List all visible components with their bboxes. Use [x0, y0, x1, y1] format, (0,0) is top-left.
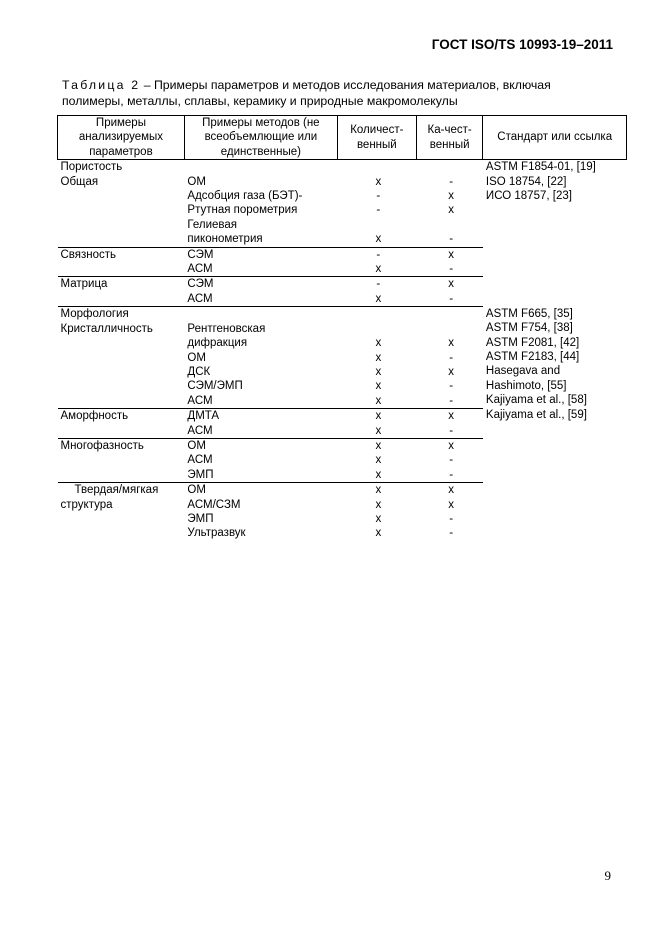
empty-cell — [184, 307, 337, 322]
qualitative-cell: - — [449, 351, 454, 364]
method-cell: ОМ — [184, 483, 337, 498]
qualitative-cell: x — [448, 498, 455, 511]
qualitative-cell: - — [449, 380, 454, 393]
empty-cell — [337, 307, 416, 322]
param-cell — [58, 336, 185, 350]
standard-reference: ASTM F754, [38] — [485, 322, 573, 335]
method-cell: пиконометрия — [187, 233, 263, 246]
qualitative-cell: x — [448, 337, 455, 350]
table-label: Таблица 2 — [62, 78, 141, 92]
quantitative-cell: x — [375, 468, 382, 481]
method-cell: АСМ — [187, 263, 213, 276]
param-cell — [58, 351, 185, 365]
quantitative-cell: - — [337, 277, 416, 292]
header-methods: Примеры методов (не всеобъемлющие или единственные) — [184, 116, 337, 160]
standards-cell — [483, 160, 627, 307]
param-cell — [58, 526, 185, 540]
qualitative-cell: x — [448, 365, 455, 378]
method-cell: Ультразвук — [187, 527, 246, 540]
quantitative-cell: x — [337, 483, 416, 498]
quantitative-cell: x — [375, 424, 382, 437]
param-cell — [58, 453, 185, 467]
param-cell — [58, 203, 185, 217]
quantitative-cell: x — [375, 512, 382, 525]
quantitative-cell: x — [375, 337, 382, 350]
qualitative-cell: - — [449, 263, 454, 276]
quantitative-cell: x — [375, 292, 382, 305]
quantitative-cell: x — [375, 498, 382, 511]
method-cell: ОМ — [187, 351, 206, 364]
method-cell: ОМ — [184, 438, 337, 453]
header-parameters: Примеры анализируемых параметров — [58, 116, 185, 160]
qualitative-cell: - — [449, 292, 454, 305]
method-cell: АСМ — [187, 292, 213, 305]
quantitative-cell: x — [375, 454, 382, 467]
qualitative-cell: - — [449, 394, 454, 407]
quantitative-cell: x — [375, 527, 382, 540]
empty-cell — [416, 307, 483, 322]
method-cell: ЭМП — [187, 512, 214, 525]
method-cell: АСМ — [187, 454, 213, 467]
qualitative-cell: - — [449, 527, 454, 540]
table-header-row — [58, 116, 627, 160]
quantitative-cell: x — [375, 175, 382, 188]
standard-reference: ASTM F2081, [42] — [485, 336, 580, 349]
method-cell: ДМТА — [184, 409, 337, 424]
param-cell: Твердая/мягкая — [58, 483, 185, 498]
qualitative-cell: - — [449, 512, 454, 525]
method-cell: ОМ — [187, 175, 206, 188]
page-number: 9 — [604, 868, 611, 883]
table-body — [58, 160, 627, 541]
qualitative-cell: - — [449, 424, 454, 437]
param-cell — [58, 292, 185, 307]
quantitative-cell: x — [375, 351, 382, 364]
quantitative-cell — [337, 322, 416, 336]
param-cell: Связность — [58, 247, 185, 262]
standard-reference: Kajiyama et al., [58] — [485, 394, 587, 407]
qualitative-cell: - — [449, 454, 454, 467]
param-cell — [58, 189, 185, 203]
group-title: Пористость — [58, 160, 185, 175]
qualitative-cell — [416, 218, 483, 232]
qualitative-cell: x — [416, 438, 483, 453]
standard-reference: ASTM F665, [35] — [485, 307, 573, 320]
param-cell — [58, 365, 185, 379]
method-cell: СЭМ — [184, 277, 337, 292]
qualitative-cell: x — [448, 204, 455, 217]
group-row — [58, 307, 627, 322]
quantitative-cell: x — [375, 233, 382, 246]
param-cell — [58, 424, 185, 439]
method-cell: Рентгеновская — [187, 322, 266, 335]
param-cell: Кристалличность — [60, 322, 153, 335]
qualitative-cell: x — [416, 409, 483, 424]
param-cell: структура — [60, 498, 113, 511]
method-cell: Гелиевая — [187, 218, 238, 231]
quantitative-cell: x — [375, 394, 382, 407]
param-cell: Аморфность — [58, 409, 185, 424]
qualitative-cell: - — [449, 468, 454, 481]
param-cell — [58, 394, 185, 409]
method-cell: АСМ — [187, 424, 213, 437]
standard-reference: ISO 18754, [22] — [485, 175, 567, 188]
empty-cell — [184, 160, 337, 175]
empty-cell — [337, 160, 416, 175]
quantitative-cell: - — [376, 190, 381, 203]
standard-reference: Kajiyama et al., [59] — [485, 408, 587, 421]
quantitative-cell: x — [375, 365, 382, 378]
quantitative-cell: x — [375, 263, 382, 276]
empty-cell — [416, 160, 483, 175]
group-title: Морфология — [58, 307, 185, 322]
qualitative-cell: x — [416, 247, 483, 262]
standard-reference: ASTM F2183, [44] — [485, 351, 580, 363]
param-cell — [58, 512, 185, 526]
standard-reference: Hashimoto, [55] — [485, 379, 567, 392]
qualitative-cell: x — [416, 277, 483, 292]
method-cell: ДСК — [187, 365, 211, 378]
method-cell: АСМ — [187, 394, 213, 407]
header-standard: Стандарт или ссылка — [483, 116, 627, 160]
method-cell: СЭМ — [184, 247, 337, 262]
header-qualitative: Ка-чест-венный — [416, 116, 483, 160]
method-cell: Ртутная порометрия — [187, 204, 298, 217]
quantitative-cell: x — [375, 380, 382, 393]
quantitative-cell — [337, 218, 416, 232]
method-cell: СЭМ/ЭМП — [187, 380, 243, 393]
param-cell — [58, 468, 185, 483]
header-quantitative: Количест-венный — [337, 116, 416, 160]
standards-cell — [483, 307, 627, 541]
parameters-table — [57, 115, 627, 541]
param-cell — [58, 218, 185, 232]
method-cell: дифракция — [187, 337, 248, 350]
table-title: – Примеры параметров и методов исследования материалов, включая полимеры, металлы, сплавы, керамику и природные макромолекулы — [62, 78, 551, 108]
param-cell: Многофазность — [58, 438, 185, 453]
qualitative-cell — [416, 322, 483, 336]
table-caption — [62, 77, 614, 109]
qualitative-cell: - — [449, 175, 454, 188]
qualitative-cell: x — [448, 190, 455, 203]
param-cell: Матрица — [58, 277, 185, 292]
quantitative-cell: - — [337, 247, 416, 262]
qualitative-cell: - — [449, 233, 454, 246]
quantitative-cell: x — [337, 438, 416, 453]
param-cell — [58, 262, 185, 277]
param-cell: Общая — [60, 175, 99, 188]
quantitative-cell: - — [376, 204, 381, 217]
qualitative-cell: x — [416, 483, 483, 498]
method-cell: ЭМП — [187, 468, 214, 481]
method-cell: Адсобция газа (БЭТ)- — [187, 190, 303, 203]
document-code: ГОСТ ISO/TS 10993-19–2011 — [431, 37, 613, 52]
standard-reference: ASTM F1854-01, [19] — [485, 161, 596, 174]
method-cell: АСМ/СЗМ — [187, 498, 241, 511]
param-cell — [58, 379, 185, 393]
standard-reference: ИСО 18757, [23] — [485, 190, 572, 203]
standard-reference: Hasegava and — [485, 365, 561, 378]
param-cell — [58, 232, 185, 247]
group-row — [58, 160, 627, 175]
quantitative-cell: x — [337, 409, 416, 424]
